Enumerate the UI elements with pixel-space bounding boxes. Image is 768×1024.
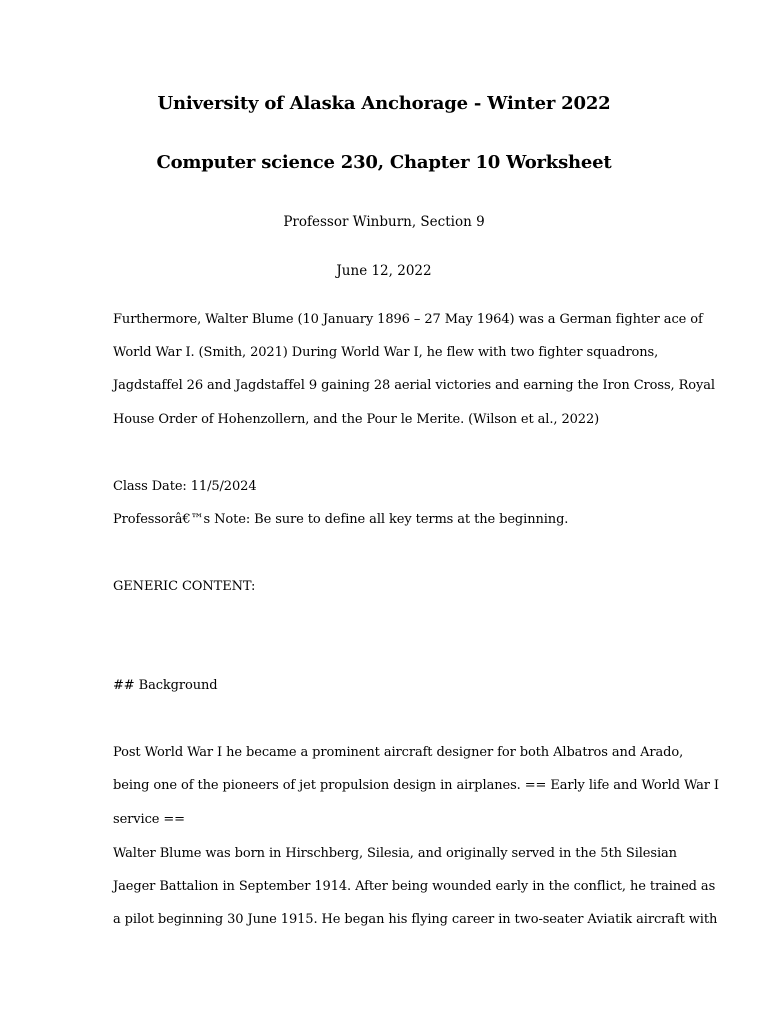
professor-line: Professor Winburn, Section 9 (283, 214, 485, 230)
document-title-course: Computer science 230, Chapter 10 Worksheet (156, 152, 612, 173)
intro-paragraph-line: Jagdstaffel 26 and Jagdstaffel 9 gaining 28 aerial victories and earning the Iron Cross, Royal (113, 378, 715, 393)
class-date: Class Date: 11/5/2024 (113, 479, 257, 494)
early-life-paragraph-line: a pilot beginning 30 June 1915. He began his flying career in two-seater Aviatik aircraft with (113, 912, 718, 927)
intro-paragraph-line: House Order of Hohenzollern, and the Pour le Merite. (Wilson et al., 2022) (113, 412, 600, 427)
background-paragraph-line: Post World War I he became a prominent aircraft designer for both Albatros and Arado, (113, 745, 684, 760)
date-line: June 12, 2022 (336, 263, 432, 279)
background-paragraph-line: service == (113, 812, 185, 827)
background-paragraph-line: being one of the pioneers of jet propulsion design in airplanes. == Early life and World War I (113, 778, 719, 793)
professor-note: Professorâ€™s Note: Be sure to define all key terms at the beginning. (113, 512, 569, 527)
generic-content-label: GENERIC CONTENT: (113, 579, 256, 594)
intro-paragraph-line: World War I. (Smith, 2021) During World War I, he flew with two fighter squadrons, (113, 345, 659, 360)
background-heading: ## Background (113, 678, 218, 693)
early-life-paragraph-line: Walter Blume was born in Hirschberg, Silesia, and originally served in the 5th Silesian (113, 846, 677, 861)
intro-paragraph-line: Furthermore, Walter Blume (10 January 1896 – 27 May 1964) was a German fighter ace of (113, 312, 703, 327)
document-title-university: University of Alaska Anchorage - Winter 2022 (157, 93, 611, 114)
early-life-paragraph-line: Jaeger Battalion in September 1914. After being wounded early in the conflict, he trained as (113, 879, 716, 894)
